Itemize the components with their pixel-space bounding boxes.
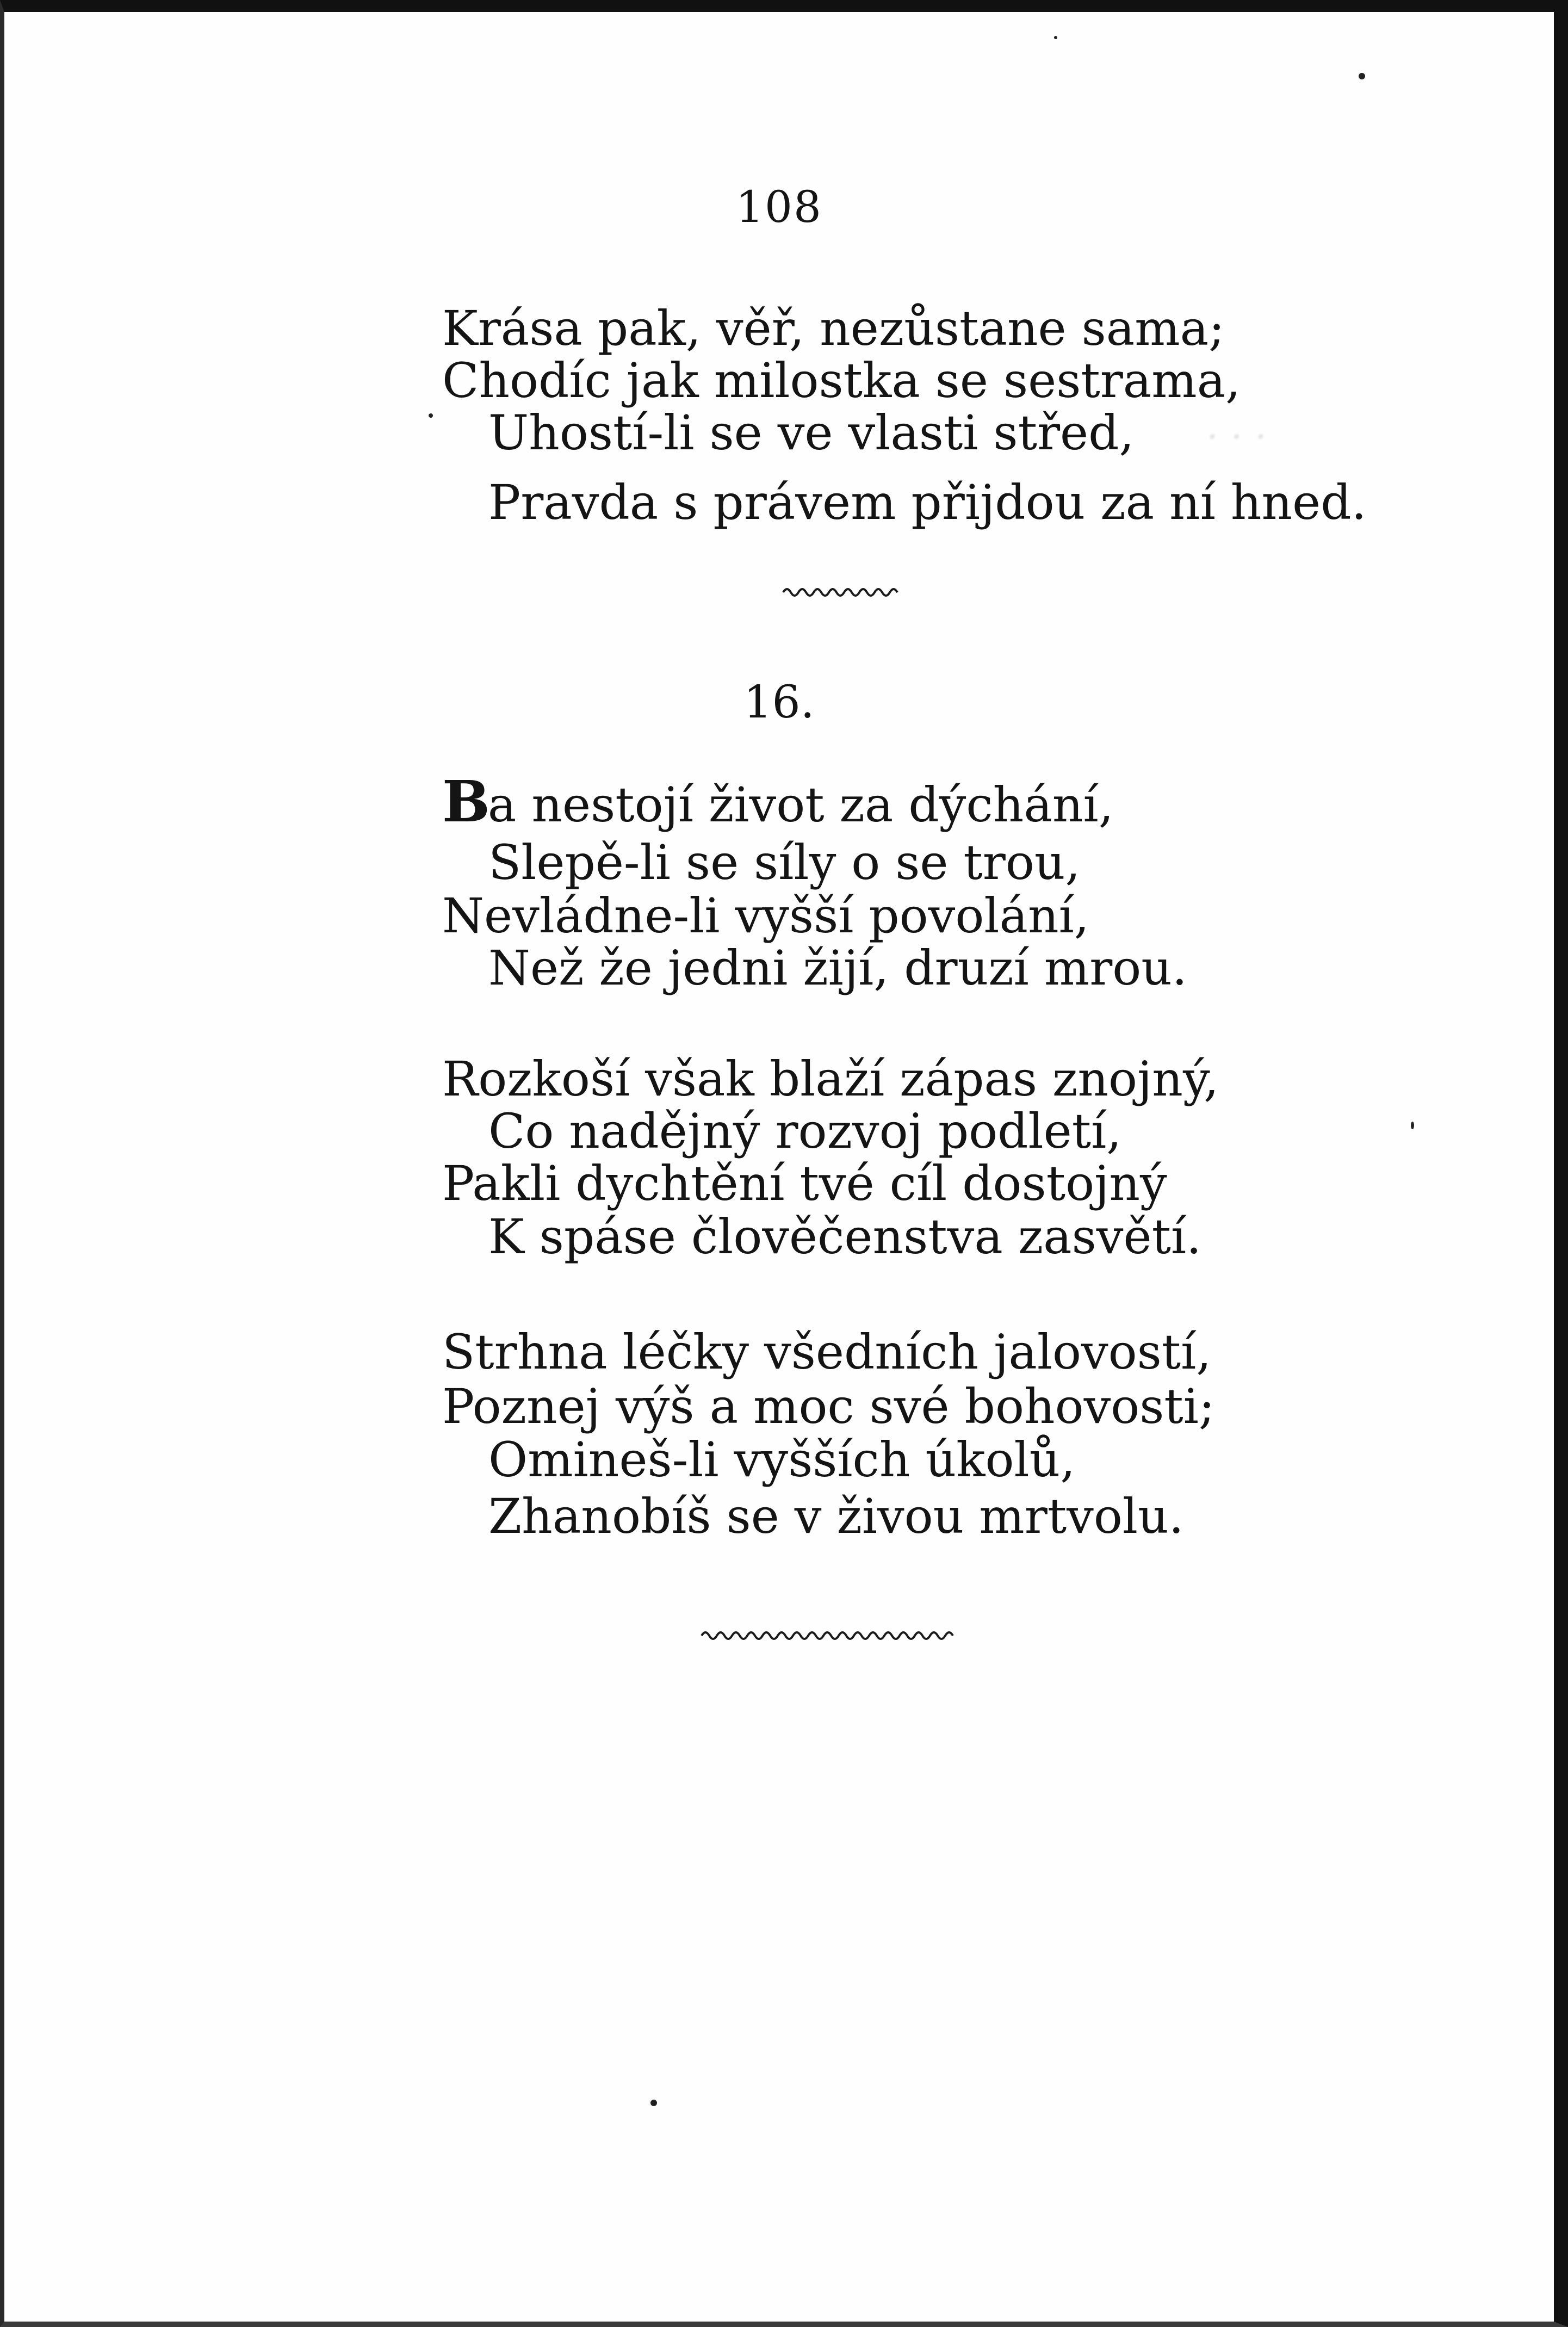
ornamental-initial: B xyxy=(442,768,488,835)
page-number: 108 xyxy=(736,182,822,232)
poem-number: 16. xyxy=(743,677,815,728)
show-through-text: · · · xyxy=(1206,414,1267,459)
first-line-text: a nestojí život za dýchání, xyxy=(487,777,1114,833)
poem-line: Co nadějný rozvoj podletí, xyxy=(488,1103,1122,1159)
poem-line: Pakli dychtění tvé cíl dostojný xyxy=(442,1155,1167,1211)
poem-line: Poznej výš a moc své bohovosti; xyxy=(442,1378,1215,1434)
closing-wavy-ornament xyxy=(701,1626,956,1645)
poem-line: Slepě-li se síly o se trou, xyxy=(488,834,1081,890)
scan-speck xyxy=(429,413,433,418)
poem-line: Zhanobíš se v živou mrtvolu. xyxy=(488,1488,1184,1544)
poem-line: Krása pak, věř, nezůstane sama; xyxy=(442,300,1225,356)
scan-speck xyxy=(1054,36,1057,39)
wavy-ornament xyxy=(782,583,902,602)
poem-line: Rozkoší však blaží zápas znojný, xyxy=(442,1051,1219,1107)
poem-line: Pravda s právem přijdou za ní hned. xyxy=(488,474,1367,530)
poem-line: Chodíc jak milostka se sestrama, xyxy=(442,352,1241,409)
poem-first-line xyxy=(442,768,1114,835)
poem-line: Omineš-li vyšších úkolů, xyxy=(488,1432,1076,1488)
scan-speck xyxy=(1359,73,1365,79)
scan-speck xyxy=(1411,1122,1414,1129)
poem-line: Uhostí-li se ve vlasti střed, xyxy=(488,405,1135,461)
poem-line: Než že jedni žijí, druzí mrou. xyxy=(488,940,1187,996)
poem-line: Nevládne-li vyšší povolání, xyxy=(442,888,1089,944)
poem-line: K spáse člověčenstva zasvětí. xyxy=(488,1209,1202,1265)
poem-line: Strhna léčky všedních jalovostí, xyxy=(442,1324,1212,1380)
scan-speck xyxy=(650,2100,657,2106)
